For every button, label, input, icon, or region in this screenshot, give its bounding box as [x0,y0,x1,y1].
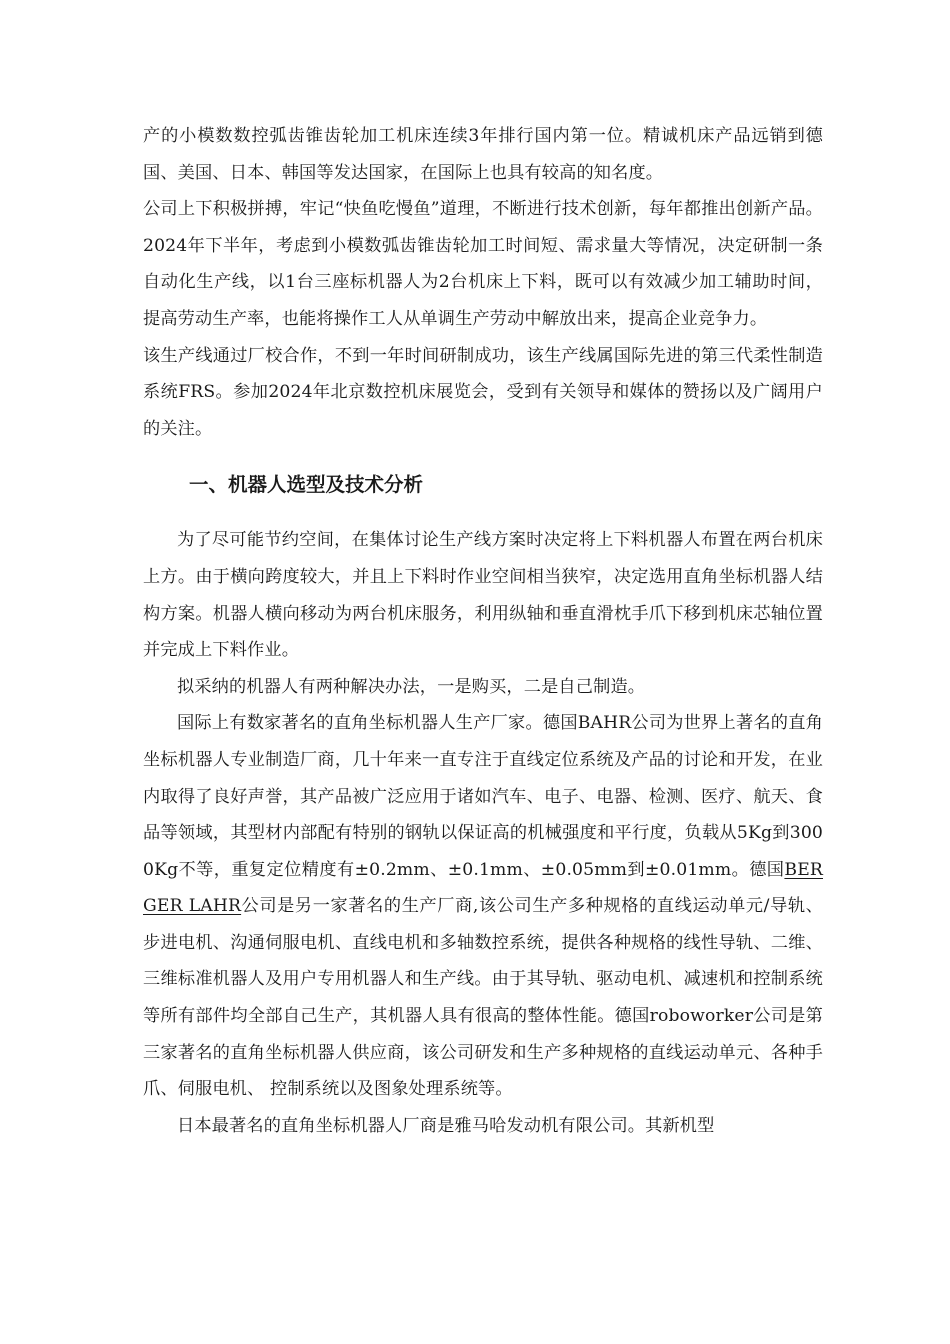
paragraph-3-text-a: 国际上有数家著名的直角坐标机器人生产厂家。德国BAHR公司为世界上著名的直角坐标机器人专业制造厂商，几十年来一直专注于直线定位系统及产品的讨论和开发，在业内取得了良好声誉，其产品被广泛应用于诸如汽车、电子、电器、检测、医疗、航天、食品等领域，其型材内部配有特别的钢轨以保证高的机械强度和平行度，负载从5Kg到3000Kg不等，重复定位精度有±0.2mm、±0.1mm、±0.05mm到±0.01mm。德国 [143,713,823,880]
section-paragraph-2: 拟采纳的机器人有两种解决办法，一是购买，二是自己制造。 [177,676,646,697]
paragraph-3-text-b: 公司是另一家著名的生产厂商,该公司生产多种规格的直线运动单元/导轨、步进电机、沟通伺服电机、直线电机和多轴数控系统，提供各种规格的线性导轨、二维、 三维标准机器人及用户专用机器人和生产线。由于其导轨、驱动电机、减速机和控制系统等所有部件均全部自己生产，其机器人具有很高的整体性能。德国roboworker公司是第三家著名的直角坐标机器人供应商，该公司研发和生产多种规格的直线运动单元、各种手爪、伺服电机、 控制系统以及图象处理系统等。 [143,896,823,1100]
section-paragraph-1: 为了尽可能节约空间，在集体讨论生产线方案时决定将上下料机器人布置在两台机床上方。由于横向跨度较大，并且上下料时作业空间相当狭窄，决定选用直角坐标机器人结构方案。机器人横向移动为两台机床服务，利用纵轴和垂直滑枕手爪下移到机床芯轴位置并完成上下料作业。 [143,530,823,661]
intro-paragraph-1: 产的小模数数控弧齿锥齿轮加工机床连续3年排行国内第一位。精诚机床产品远销到德国、美国、日本、韩国等发达国家，在国际上也具有较高的知名度。 [143,126,823,183]
section-paragraph-3 [143,705,823,1108]
document-page [143,118,823,1144]
intro-paragraph-2: 公司上下积极拼搏，牢记“快鱼吃慢鱼”道理，不断进行技术创新，每年都推出创新产品。2024年下半年，考虑到小模数弧齿锥齿轮加工时间短、需求量大等情况，决定研制一条自动化生产线，以1台三座标机器人为2台机床上下料，既可以有效减少加工辅助时间，提高劳动生产率，也能将操作工人从单调生产劳动中解放出来，提高企业竞争力。 [143,199,823,329]
berger-lahr-link[interactable]: BERGER LAHR [143,859,823,917]
section-paragraph-4: 日本最著名的直角坐标机器人厂商是雅马哈发动机有限公司。其新机型 [177,1115,715,1136]
intro-paragraph-3: 该生产线通过厂校合作，不到一年时间研制成功，该生产线属国际先进的第三代柔性制造系统FRS。参加2024年北京数控机床展览会，受到有关领导和媒体的赞扬以及广阔用户的关注。 [143,345,823,439]
section-heading: 一、机器人选型及技术分析 [189,473,424,497]
